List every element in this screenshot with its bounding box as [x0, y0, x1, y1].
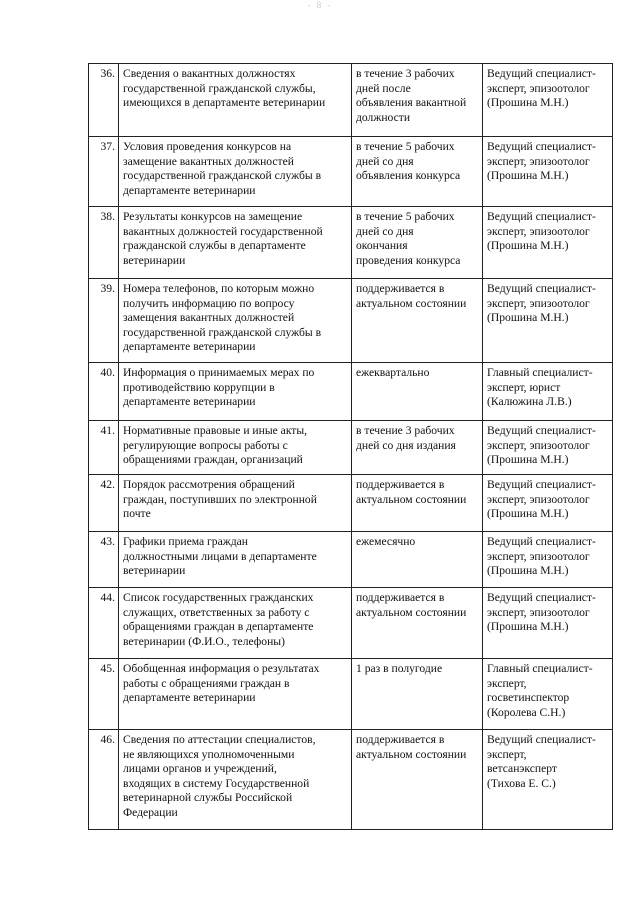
term-line: ежемесячно [356, 535, 416, 548]
row-number: 37. [89, 137, 119, 207]
table-row [89, 475, 613, 532]
responsible-cell [483, 421, 613, 475]
row-number: 45. [89, 659, 119, 730]
row-number: 38. [89, 207, 119, 279]
term-line: проведения конкурса [356, 253, 461, 267]
term-line: поддерживается в [356, 478, 445, 491]
table-row [89, 659, 613, 730]
table-row [89, 588, 613, 659]
responsible-line: эксперт, эпизоотолог [487, 224, 590, 238]
term-cell [352, 207, 483, 279]
row-number: 42. [89, 475, 119, 532]
row-number: 44. [89, 588, 119, 659]
responsible-line: эксперт, [487, 676, 527, 690]
table-body [89, 64, 613, 830]
description-line: граждан, поступивших по электронной [123, 492, 317, 506]
table-row [89, 421, 613, 475]
responsible-line: (Прошина М.Н.) [487, 239, 569, 253]
responsible-line: эксперт, эпизоотолог [487, 438, 590, 452]
description-cell [119, 64, 352, 137]
table-row [89, 279, 613, 363]
description-line: Условия проведения конкурсов на [123, 140, 292, 153]
row-number: 43. [89, 532, 119, 588]
description-line: почте [123, 507, 151, 521]
responsible-line: (Прошина М.Н.) [487, 507, 569, 521]
responsible-cell [483, 659, 613, 730]
responsible-cell [483, 207, 613, 279]
description-cell [119, 137, 352, 207]
description-line: замещения вакантных должностей [123, 311, 295, 325]
responsible-line: (Калюжина Л.В.) [487, 395, 572, 409]
description-line: Обобщенная информация о результатах [123, 662, 320, 675]
term-cell [352, 137, 483, 207]
responsible-line: (Прошина М.Н.) [487, 453, 569, 467]
table-row [89, 137, 613, 207]
responsible-line: (Прошина М.Н.) [487, 311, 569, 325]
term-line: актуальном состоянии [356, 492, 467, 506]
description-cell [119, 475, 352, 532]
description-line: государственной гражданской службы, [123, 81, 316, 95]
term-line: в течение 5 рабочих [356, 210, 455, 223]
term-line: 1 раз в полугодие [356, 662, 443, 675]
description-line: департаменте ветеринарии [123, 183, 256, 197]
description-cell [119, 532, 352, 588]
responsible-cell [483, 730, 613, 830]
description-line: регулирующие вопросы работы с [123, 438, 288, 452]
description-line: получить информацию по вопросу [123, 296, 295, 310]
description-line: ветеринарии (Ф.И.О., телефоны) [123, 634, 285, 648]
description-line: не являющихся уполномоченными [123, 747, 295, 761]
responsible-cell [483, 532, 613, 588]
page-number: - 8 - [307, 0, 333, 10]
description-line: ветеринарной службы Российской [123, 791, 293, 805]
description-cell [119, 588, 352, 659]
responsible-cell [483, 64, 613, 137]
description-line: вакантных должностей государственной [123, 224, 323, 238]
description-line: должностными лицами в департаменте [123, 549, 317, 563]
description-line: Сведения по аттестации специалистов, [123, 733, 316, 746]
responsible-line: ветсанэксперт [487, 762, 557, 776]
description-line: ветеринарии [123, 564, 186, 578]
responsible-line: (Прошина М.Н.) [487, 169, 569, 183]
responsible-line: (Прошина М.Н.) [487, 96, 569, 110]
responsible-cell [483, 279, 613, 363]
responsible-line: Ведущий специалист- [487, 67, 596, 80]
description-line: имеющихся в департаменте ветеринарии [123, 96, 326, 110]
responsible-cell [483, 475, 613, 532]
description-line: гражданской службы в департаменте [123, 239, 306, 253]
term-line: должности [356, 110, 411, 124]
description-line: Порядок рассмотрения обращений [123, 478, 295, 491]
description-line: входящих в систему Государственной [123, 776, 310, 790]
term-line: дней после [356, 81, 411, 95]
description-line: Нормативные правовые и иные акты, [123, 424, 308, 437]
term-line: в течение 3 рабочих [356, 67, 455, 80]
responsible-line: Главный специалист- [487, 366, 593, 379]
responsible-line: Ведущий специалист- [487, 210, 596, 223]
term-cell [352, 279, 483, 363]
responsible-line: (Прошина М.Н.) [487, 564, 569, 578]
description-line: Графики приема граждан [123, 535, 248, 548]
responsible-line: Ведущий специалист- [487, 535, 596, 548]
responsible-line: (Прошина М.Н.) [487, 620, 569, 634]
term-line: объявления конкурса [356, 169, 461, 183]
information-table [88, 63, 613, 830]
responsible-line: Ведущий специалист- [487, 282, 596, 295]
responsible-cell [483, 137, 613, 207]
description-line: работы с обращениями граждан в [123, 676, 290, 690]
responsible-line: Ведущий специалист- [487, 591, 596, 604]
description-line: лицами органов и учреждений, [123, 762, 277, 776]
term-cell [352, 363, 483, 421]
responsible-line: Ведущий специалист- [487, 424, 596, 437]
term-line: дней со дня [356, 224, 414, 238]
responsible-line: (Королева С.Н.) [487, 705, 566, 719]
description-line: обращениями граждан, организаций [123, 453, 303, 467]
description-cell [119, 363, 352, 421]
description-line: ветеринарии [123, 253, 186, 267]
table-row [89, 532, 613, 588]
row-number: 36. [89, 64, 119, 137]
responsible-line: Главный специалист- [487, 662, 593, 675]
term-cell [352, 730, 483, 830]
description-cell [119, 659, 352, 730]
table-row [89, 64, 613, 137]
responsible-line: (Тихова Е. С.) [487, 776, 556, 790]
term-line: поддерживается в [356, 733, 445, 746]
responsible-cell [483, 588, 613, 659]
description-line: государственной гражданской службы в [123, 169, 322, 183]
table-row [89, 363, 613, 421]
description-line: замещение вакантных должностей [123, 154, 294, 168]
term-cell [352, 475, 483, 532]
term-line: в течение 5 рабочих [356, 140, 455, 153]
responsible-cell [483, 363, 613, 421]
row-number: 40. [89, 363, 119, 421]
row-number: 39. [89, 279, 119, 363]
description-cell [119, 207, 352, 279]
description-line: департаменте ветеринарии [123, 395, 256, 409]
responsible-line: эксперт, эпизоотолог [487, 492, 590, 506]
term-line: дней со дня [356, 154, 414, 168]
term-line: актуальном состоянии [356, 747, 467, 761]
row-number: 41. [89, 421, 119, 475]
responsible-line: Ведущий специалист- [487, 140, 596, 153]
responsible-line: эксперт, эпизоотолог [487, 154, 590, 168]
term-cell [352, 532, 483, 588]
table-row [89, 730, 613, 830]
description-line: Список государственных гражданских [123, 591, 314, 604]
description-line: служащих, ответственных за работу с [123, 605, 310, 619]
responsible-line: эксперт, эпизоотолог [487, 81, 590, 95]
responsible-line: Ведущий специалист- [487, 478, 596, 491]
responsible-line: эксперт, эпизоотолог [487, 605, 590, 619]
description-line: Номера телефонов, по которым можно [123, 282, 315, 295]
term-line: окончания [356, 239, 408, 253]
term-line: объявления вакантной [356, 96, 467, 110]
term-cell [352, 659, 483, 730]
term-line: актуальном состоянии [356, 605, 467, 619]
responsible-line: Ведущий специалист- [487, 733, 596, 746]
responsible-line: эксперт, [487, 747, 527, 761]
responsible-line: эксперт, эпизоотолог [487, 296, 590, 310]
term-line: поддерживается в [356, 591, 445, 604]
term-line: ежеквартально [356, 366, 430, 379]
description-line: Федерации [123, 805, 178, 819]
responsible-line: госветинспектор [487, 691, 570, 705]
description-line: государственной гражданской службы в [123, 325, 322, 339]
term-line: поддерживается в [356, 282, 445, 295]
responsible-line: эксперт, эпизоотолог [487, 549, 590, 563]
description-line: Результаты конкурсов на замещение [123, 210, 303, 223]
term-cell [352, 588, 483, 659]
description-line: Информация о принимаемых мерах по [123, 366, 315, 379]
term-cell [352, 421, 483, 475]
description-cell [119, 279, 352, 363]
term-cell [352, 64, 483, 137]
description-cell [119, 421, 352, 475]
term-line: актуальном состоянии [356, 296, 467, 310]
row-number: 46. [89, 730, 119, 830]
description-line: обращениями граждан в департаменте [123, 620, 314, 634]
description-line: департаменте ветеринарии [123, 340, 256, 354]
description-cell [119, 730, 352, 830]
description-line: Сведения о вакантных должностях [123, 67, 296, 80]
description-line: противодействию коррупции в [123, 380, 275, 394]
term-line: в течение 3 рабочих [356, 424, 455, 437]
responsible-line: эксперт, юрист [487, 380, 561, 394]
term-line: дней со дня издания [356, 438, 456, 452]
table-row [89, 207, 613, 279]
description-line: департаменте ветеринарии [123, 691, 256, 705]
